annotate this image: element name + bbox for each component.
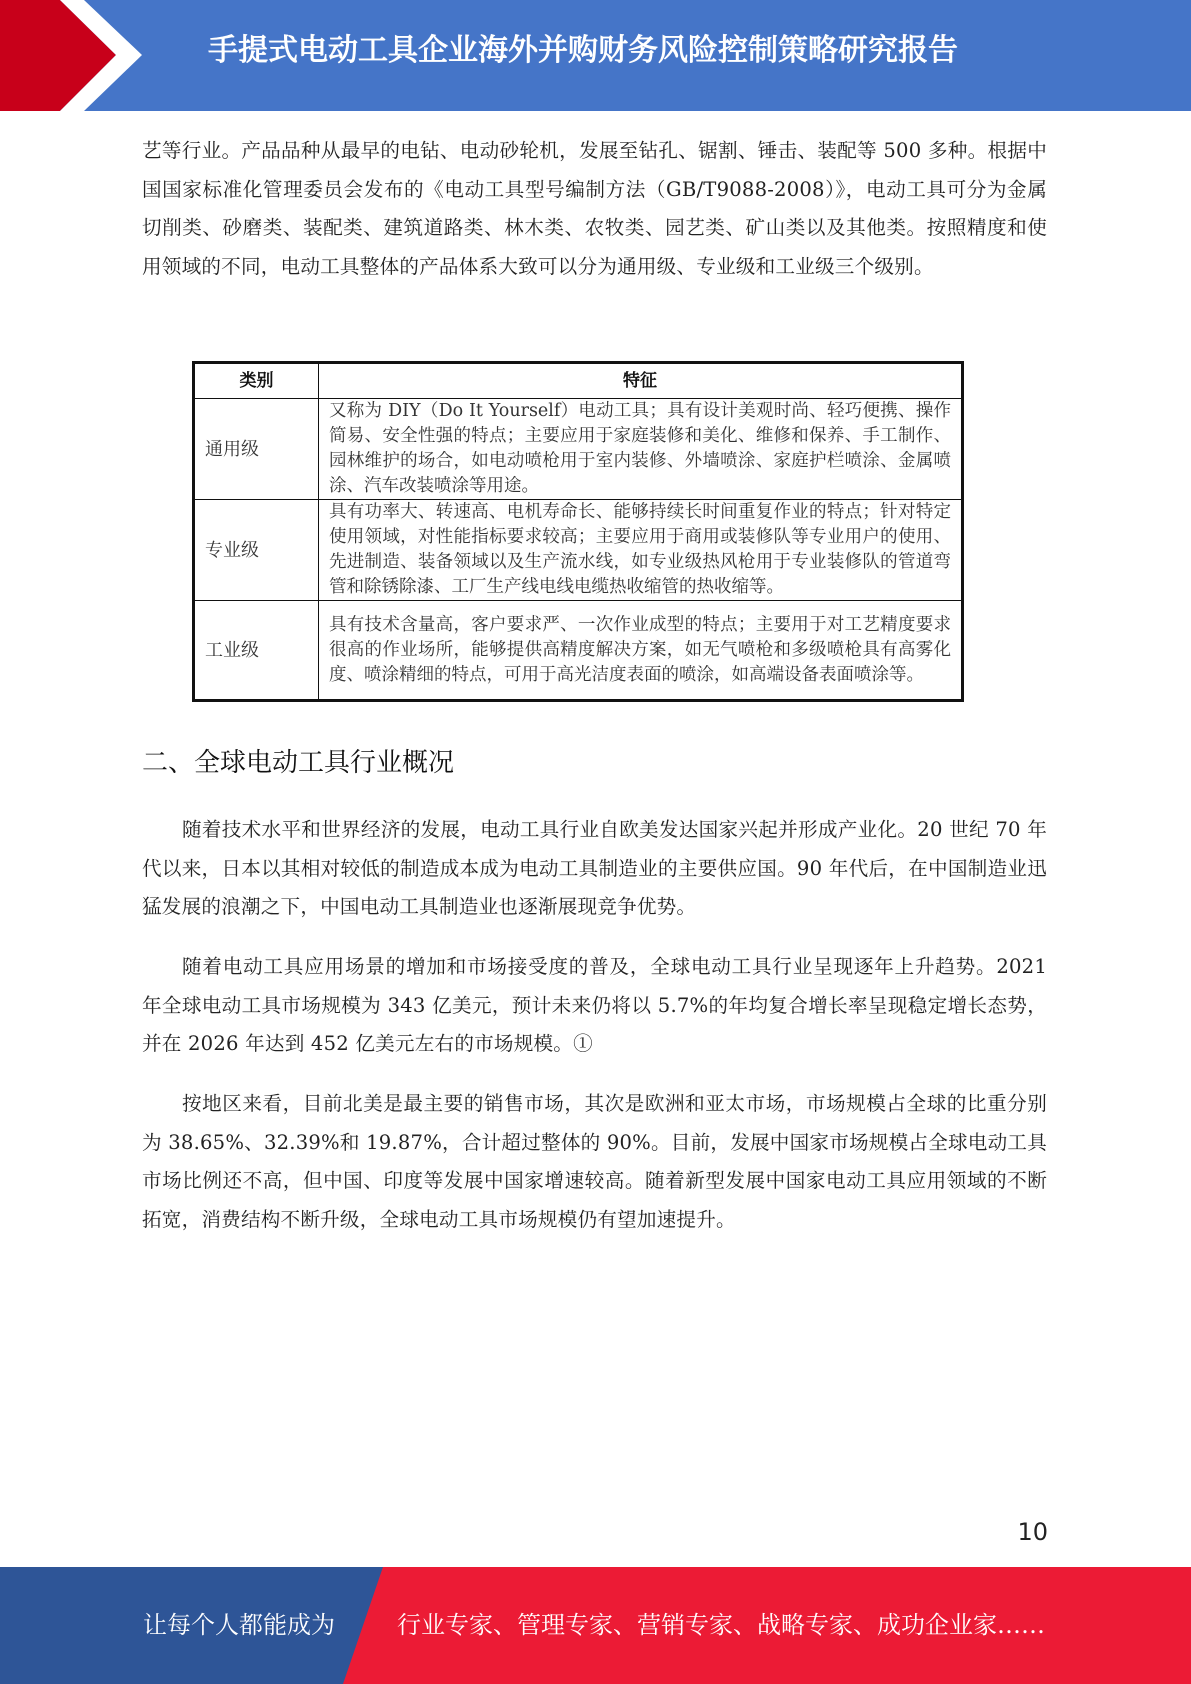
page-number: 10 <box>1017 1518 1048 1546</box>
section-heading: 二、全球电动工具行业概况 <box>142 748 455 778</box>
body-paragraph: 随着技术水平和世界经济的发展，电动工具行业自欧美发达国家兴起并形成产业化。20 世纪 70 年代以来，日本以其相对较低的制造成本成为电动工具制造业的主要供应国。90 年代后，在中国制造业迅猛发展的浪潮之下，中国电动工具制造业也逐渐展现竞争优势。 <box>142 818 1047 918</box>
classification-table <box>192 361 964 702</box>
category-cell: 工业级 <box>194 601 319 701</box>
feature-cell: 又称为 DIY（Do It Yourself）电动工具；具有设计美观时尚、轻巧便携、操作简易、安全性强的特点；主要应用于家庭装修和美化、维修和保养、手工制作、园林维护的场合，如电动喷枪用于室内装修、外墙喷涂、家庭护栏喷涂、金属喷涂、汽车改装喷涂等用途。 <box>319 399 963 500</box>
table-header-row <box>194 363 963 399</box>
footer-banner <box>0 1567 1191 1684</box>
category-cell: 通用级 <box>194 399 319 500</box>
report-title: 手提式电动工具企业海外并购财务风险控制策略研究报告 <box>208 33 958 68</box>
header-category: 类别 <box>194 363 319 399</box>
header-feature: 特征 <box>319 363 963 399</box>
footer-slogan-right: 行业专家、管理专家、营销专家、战略专家、成功企业家…… <box>397 1611 1045 1639</box>
category-cell: 专业级 <box>194 500 319 601</box>
feature-cell: 具有技术含量高，客户要求严、一次作业成型的特点；主要用于对工艺精度要求很高的作业场所，能够提供高精度解决方案，如无气喷枪和多级喷枪具有高雾化度、喷涂精细的特点，可用于高光洁度表面的喷涂，如高端设备表面喷涂等。 <box>319 601 963 701</box>
body-paragraph: 按地区来看，目前北美是最主要的销售市场，其次是欧洲和亚太市场，市场规模占全球的比重分别为 38.65%、32.39%和 19.87%，合计超过整体的 90%。目前，发展中国家市场规模占全球电动工具市场比例还不高，但中国、印度等发展中国家增速较高。随着新型发展中国家电动工具应用领域的不断拓宽，消费结构不断升级，全球电动工具市场规模仍有望加速提升。 <box>142 1092 1047 1231</box>
footer-slogan-left: 让每个人都能成为 <box>143 1611 335 1639</box>
intro-paragraph: 艺等行业。产品品种从最早的电钻、电动砂轮机，发展至钻孔、锯割、锤击、装配等 500 多种。根据中国国家标准化管理委员会发布的《电动工具型号编制方法（GB/T9088-2008）》，电动工具可分为金属切削类、砂磨类、装配类、建筑道路类、林木类、农牧类、园艺类、矿山类以及其他类。按照精度和使用领域的不同，电动工具整体的产品体系大致可以分为通用级、专业级和工业级三个级别。 <box>142 139 1047 278</box>
body-paragraph: 随着电动工具应用场景的增加和市场接受度的普及，全球电动工具行业呈现逐年上升趋势。2021 年全球电动工具市场规模为 343 亿美元，预计未来仍将以 5.7%的年均复合增长率呈现稳定增长态势，并在 2026 年达到 452 亿美元左右的市场规模。① <box>142 955 1047 1055</box>
table-row <box>194 399 963 500</box>
table-row <box>194 601 963 701</box>
header-banner <box>0 0 1191 111</box>
header-chevron-icon <box>0 0 160 111</box>
table-row <box>194 500 963 601</box>
feature-cell: 具有功率大、转速高、电机寿命长、能够持续长时间重复作业的特点；针对特定使用领域，对性能指标要求较高；主要应用于商用或装修队等专业用户的使用、先进制造、装备领域以及生产流水线，如专业级热风枪用于专业装修队的管道弯管和除锈除漆、工厂生产线电线电缆热收缩管的热收缩等。 <box>319 500 963 601</box>
